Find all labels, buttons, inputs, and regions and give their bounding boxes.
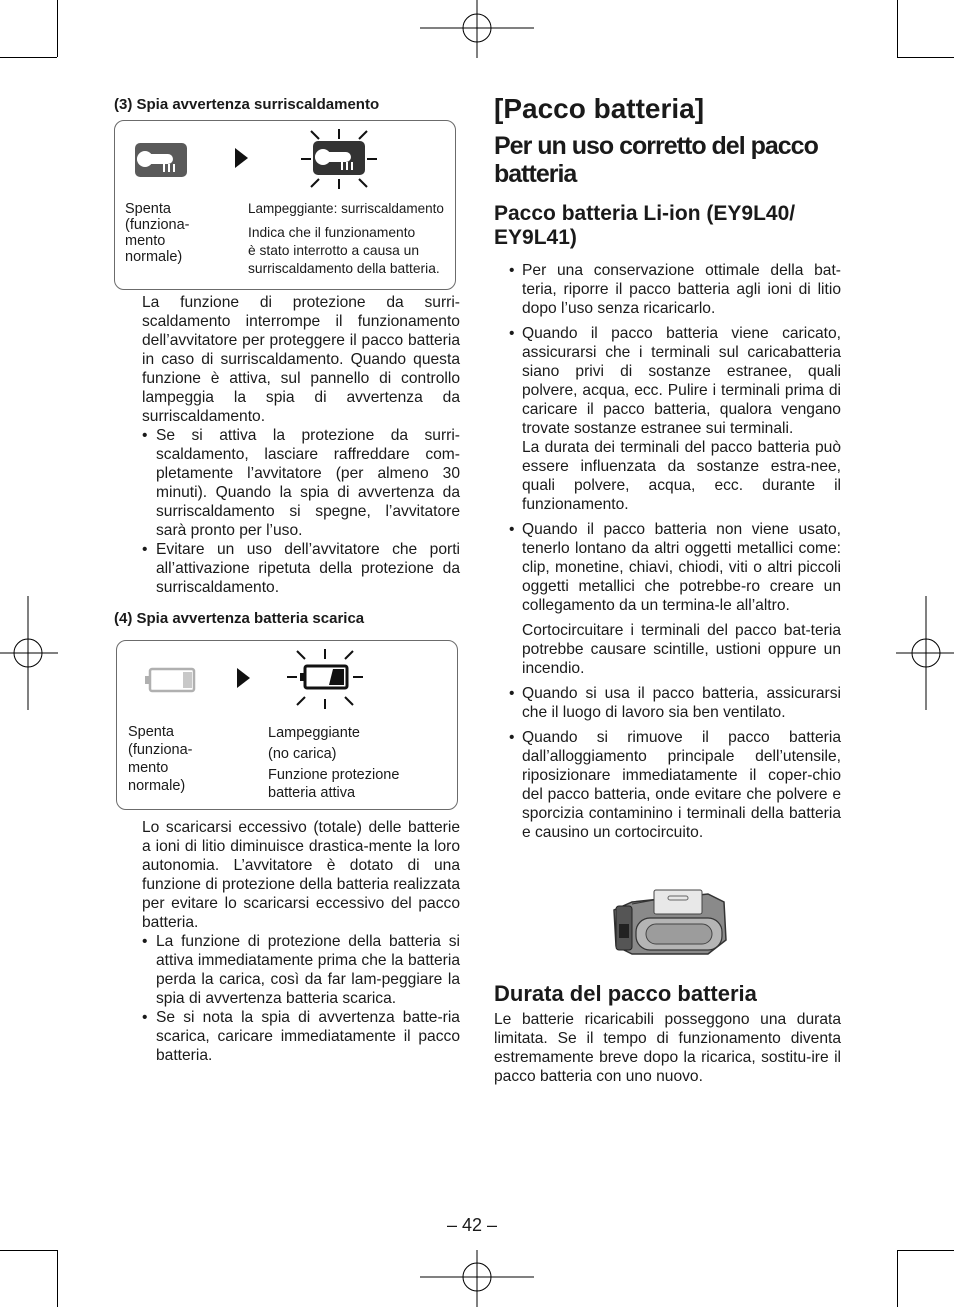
page-number: – 42 –	[447, 1215, 498, 1235]
registration-mark-top	[420, 0, 534, 58]
li-ion-bullet-list	[494, 261, 841, 842]
battery-empty-icon	[145, 667, 197, 693]
low-battery-blink-description: Funzione protezione batteria attiva	[268, 767, 400, 801]
play-arrow-icon	[235, 667, 251, 689]
section-title-battery-life: Durata del pacco batteria	[494, 981, 757, 1006]
low-battery-blink-label: Lampeggiante (no carica)	[268, 725, 360, 762]
low-battery-bullet-list	[142, 932, 460, 1065]
play-arrow-icon	[233, 147, 249, 169]
crop-mark	[897, 57, 954, 58]
section-title-li-ion: Pacco batteria Li-ion (EY9L40/ EY9L41)	[494, 202, 796, 249]
registration-mark-right	[896, 596, 954, 710]
section-heading-low-battery: (4) Spia avvertenza batteria scarica	[114, 610, 365, 627]
thermometer-blinking-icon	[299, 127, 379, 191]
page-title: [Pacco batteria]	[494, 93, 705, 124]
overheat-bullet-list	[142, 426, 460, 597]
crop-mark	[0, 57, 57, 58]
crop-mark	[0, 1250, 57, 1251]
battery-low-blinking-icon	[285, 647, 365, 711]
right-column	[494, 94, 841, 848]
crop-mark	[897, 1250, 898, 1307]
list-item-continuation: Cortocircuitare i terminali del pacco bat-teria potrebbe causare scintille, ustioni oppure un incendio.	[522, 622, 841, 677]
registration-mark-bottom	[420, 1250, 534, 1307]
page-subtitle: Per un uso corretto del pacco batteria	[494, 132, 818, 188]
list-item-continuation: La durata dei terminali del pacco batteria può essere influenzata da sostanze estra-nee, quali polvere, acqua, ecc. durante il funzionamento.	[522, 439, 841, 513]
list-item: • La funzione di protezione della batteria si attiva immediatamente prima che la batteria perda la carica, così da far lam-peggiare la spia di avvertenza batteria scarica.	[142, 933, 460, 1007]
list-item: • Quando si usa il pacco batteria, assicurarsi che il luogo di lavoro sia ben ventilato.	[509, 685, 841, 721]
thermometer-icon	[133, 141, 189, 179]
battery-life-text: Le batterie ricaricabili posseggono una durata limitata. Se il tempo di funzionamento diventa estremamente breve dopo la ricarica, sostitu-ire il pacco batteria con uno nuovo.	[494, 1011, 841, 1085]
list-item: • Per una conservazione ottimale della bat-teria, riporre il pacco batteria agli ioni di litio dopo l’uso senza ricaricarlo.	[509, 262, 841, 317]
crop-mark	[897, 1250, 954, 1251]
crop-mark	[897, 0, 898, 57]
crop-mark	[57, 0, 58, 57]
overheat-paragraph: La funzione di protezione da surri-scaldamento interrompe il funzionamento dell’avvitatore per proteggere il pacco batteria in caso di surriscaldamento. Quando questa funzione è attiva, sul pannello di controllo lampeggia la spia di avvertenza da surriscaldamento.	[142, 294, 460, 425]
list-item: • Se si attiva la protezione da surri-scaldamento, lasciare raffreddare com-pletamente l’avvitatore (per almeno 30 minuti). Quando la spia di avvertenza da surriscaldamento si spegne, l’avvitatore sarà pronto per l’uso.	[142, 427, 460, 539]
list-item: • Se si nota la spia di avvertenza batte-ria scarica, caricare immediatamente il pacco batteria.	[142, 1009, 460, 1064]
overheat-indicator-panel	[114, 120, 456, 290]
overheat-off-label: Spenta (funziona- mento normale)	[125, 201, 190, 265]
low-battery-off-label: Spenta (funziona- mento normale)	[128, 724, 193, 794]
list-item: • Evitare un uso dell’avvitatore che porti all’attivazione ripetuta della protezione da surriscaldamento.	[142, 541, 460, 596]
overheat-blink-description: Indica che il funzionamento è stato interrotto a causa un surriscaldamento della batteria.	[248, 225, 440, 276]
registration-mark-left	[0, 596, 58, 710]
overheat-blink-label: Lampeggiante: surriscaldamento	[248, 201, 444, 216]
battery-life-section	[494, 982, 841, 1086]
list-item: • Quando si rimuove il pacco batteria dall’alloggiamento principale dell’utensile, riposizionare immediatamente il coper-chio del pacco batteria, onde evitare che polvere e sporcizia contaminino i terminali della batteria e causino un cortocircuito.	[509, 729, 841, 841]
section-heading-overheat: (3) Spia avvertenza surriscaldamento	[114, 96, 380, 113]
list-item: • Quando il pacco batteria non viene usato, tenerlo lontano da altri oggetti metallici come: clip, monetine, chiavi, chiodi, viti o altri piccoli oggetti metallici che potrebbe-ro creare un collegamento da un termina-le all’altro. Cortocircuitare i terminali del pacco bat-teria potrebbe causare scintille, ustioni oppure un incendio.	[509, 521, 841, 677]
low-battery-paragraph: Lo scaricarsi eccessivo (totale) delle batterie a ioni di litio diminuisce drastica-mente la loro autonomia. L’avvitatore è dotato di una funzione di protezione della batteria realizzata per evitare lo scaricarsi eccessivo del pacco batteria.	[142, 819, 460, 931]
low-battery-indicator-panel	[116, 640, 458, 810]
crop-mark	[57, 1250, 58, 1307]
list-item: • Quando il pacco batteria viene caricato, assicurarsi che i terminali sul caricabatteria siano privi di sostanze estranee, quali polvere, acqua, ecc. Pulire i terminali prima di caricare il pacco batteria, qualora vengano trovate sostanze estranee sui terminali. La durata dei terminali del pacco batteria può essere influenzata da sostanze estra-nee, quali polvere, acqua, ecc. durante il funzionamento.	[509, 325, 841, 513]
battery-pack-illustration	[610, 888, 732, 964]
